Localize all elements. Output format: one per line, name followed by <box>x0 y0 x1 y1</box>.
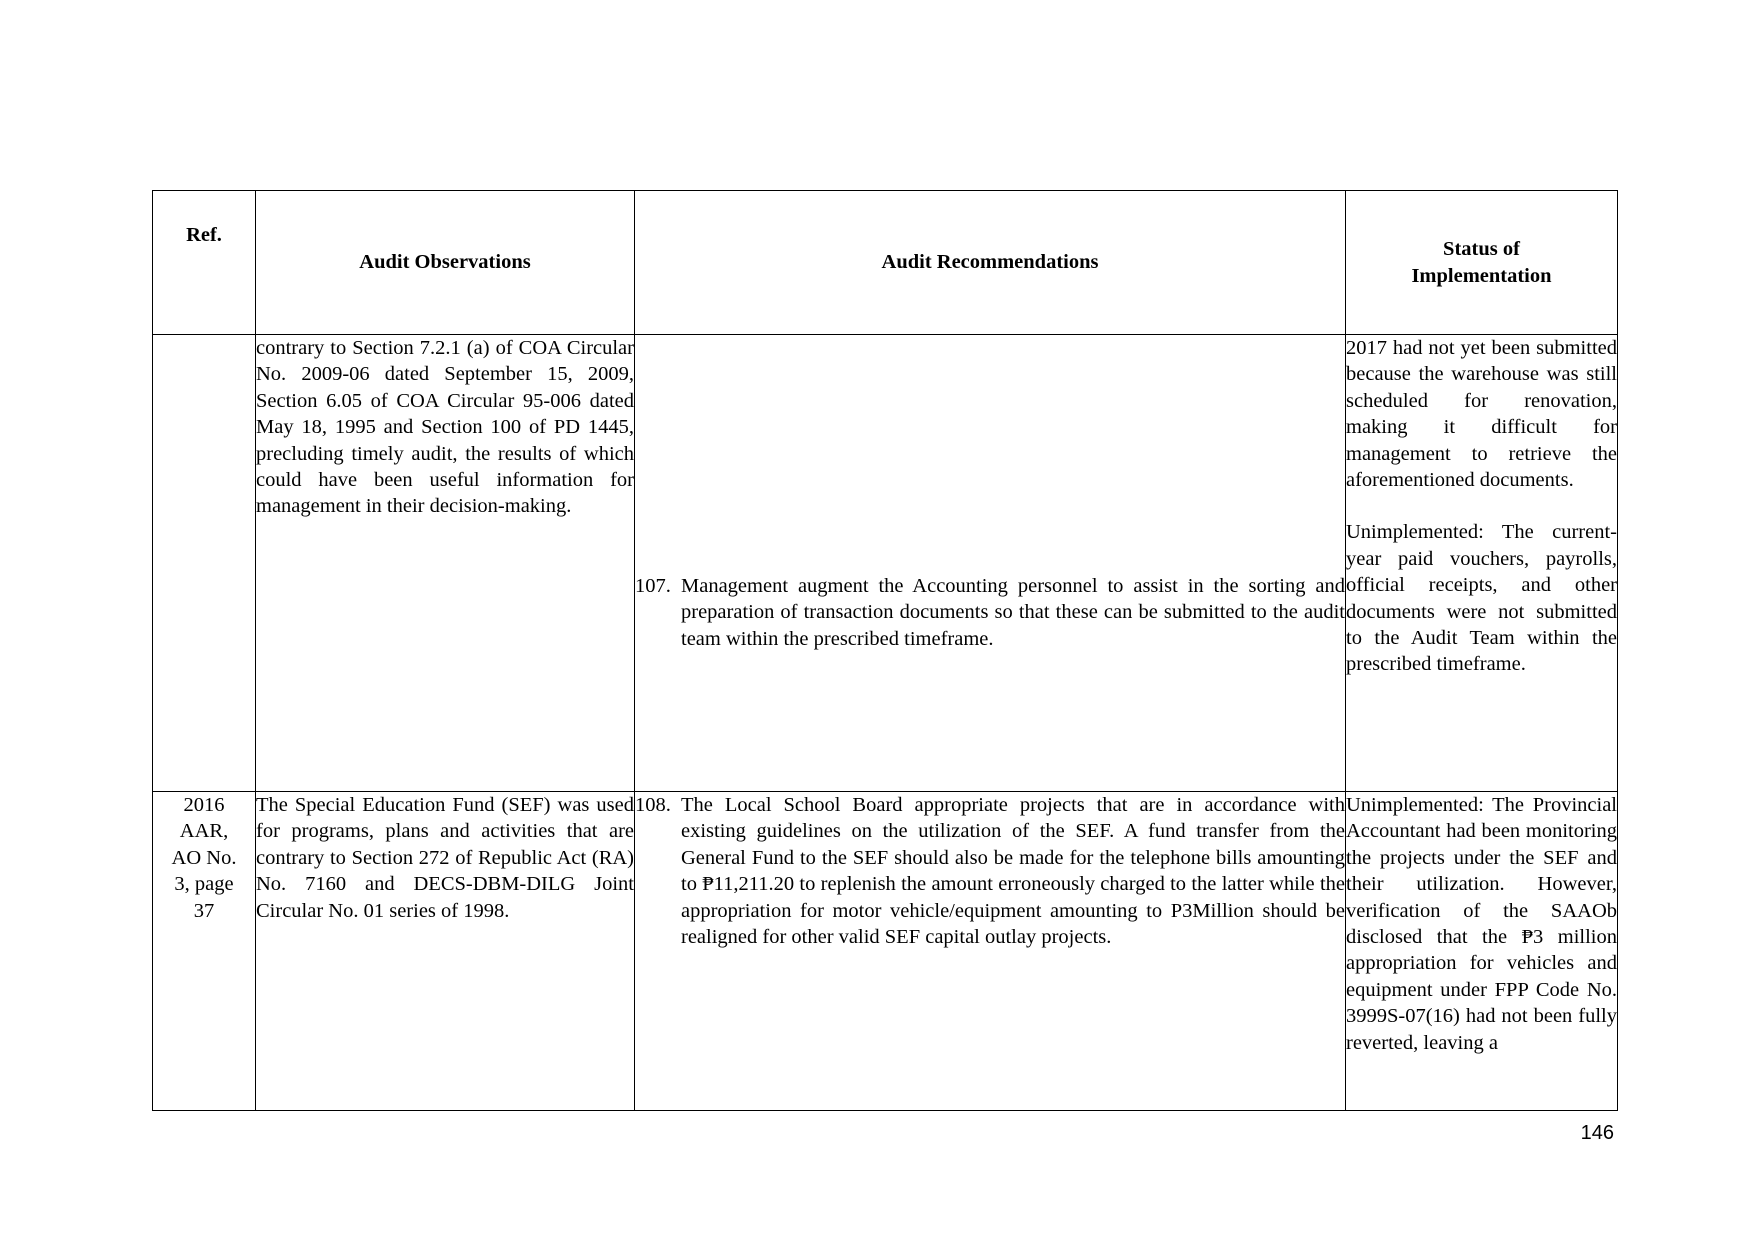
ref-cell <box>153 335 256 792</box>
table-row <box>153 335 1618 792</box>
status-cell <box>1346 792 1618 1111</box>
observation-text: contrary to Section 7.2.1 (a) of COA Circular No. 2009-06 dated September 15, 2009, Section 6.05 of COA Circular 95-006 dated May 18, 1995 and Section 100 of PD 1445, precluding timely audit, the results of which could have been useful information for management in their decision-making. <box>256 337 634 518</box>
status-cell <box>1346 335 1618 792</box>
ref-line: 2016 <box>183 794 225 816</box>
header-status-line1: Status of <box>1443 238 1520 261</box>
ref-cell <box>153 792 256 1111</box>
recommendation-item <box>635 573 1345 652</box>
ref-line: 37 <box>193 899 215 922</box>
observation-cell <box>256 792 635 1111</box>
recommendation-text: The Local School Board appropriate projects that are in accordance with existing guidelines on the utilization of the SEF. A fund transfer from the General Fund to the SEF should also be made for the telephone bills amounting to ₱11,211.20 to replenish the amount erroneously charged to the latter while the appropriation for motor vehicle/equipment amounting to P3Million should be realigned for other valid SEF capital outlay projects. <box>681 794 1345 949</box>
header-audit-observations: Audit Observations <box>256 191 635 335</box>
header-status-of-implementation <box>1346 191 1618 335</box>
table-row <box>153 792 1618 1111</box>
audit-table <box>152 190 1618 1111</box>
header-ref: Ref. <box>153 191 256 335</box>
recommendation-item <box>635 792 1345 950</box>
table-header-row <box>153 191 1618 335</box>
recommendation-number: 107. <box>635 575 671 597</box>
ref-line: 3, page <box>174 873 234 896</box>
header-status-line2: Implementation <box>1411 264 1552 287</box>
page-number: 146 <box>1580 1122 1614 1144</box>
status-text: Unimplemented: The current-year paid vouchers, payrolls, official receipts, and other documents were not submitted to the Audit Team within the prescribed timeframe. <box>1346 521 1617 676</box>
header-audit-recommendations: Audit Recommendations <box>635 191 1346 335</box>
ref-line: AAR, <box>179 820 229 843</box>
status-text: Unimplemented: The Provincial Accountant had been monitoring the projects under the SEF and their utilization. However, verification of the SAAOb disclosed that the ₱3 million appropriation for vehicles and equipment under FPP Code No. 3999S-07(16) had not been fully reverted, leaving a <box>1346 794 1617 1054</box>
recommendation-text: Management augment the Accounting personnel to assist in the sorting and preparation of transaction documents so that these can be submitted to the audit team within the prescribed timeframe. <box>681 575 1345 650</box>
recommendation-cell <box>635 792 1346 1111</box>
recommendation-number: 108. <box>635 794 671 816</box>
recommendation-cell <box>635 335 1346 792</box>
observation-text: The Special Education Fund (SEF) was used for programs, plans and activities that are contrary to Section 272 of Republic Act (RA) No. 7160 and DECS-DBM-DILG Joint Circular No. 01 series of 1998. <box>256 794 634 922</box>
status-carryover-text: 2017 had not yet been submitted because the warehouse was still scheduled for renovation, making it difficult for management to retrieve the aforementioned documents. <box>1346 337 1617 492</box>
ref-line: AO No. <box>171 846 237 869</box>
observation-cell <box>256 335 635 792</box>
